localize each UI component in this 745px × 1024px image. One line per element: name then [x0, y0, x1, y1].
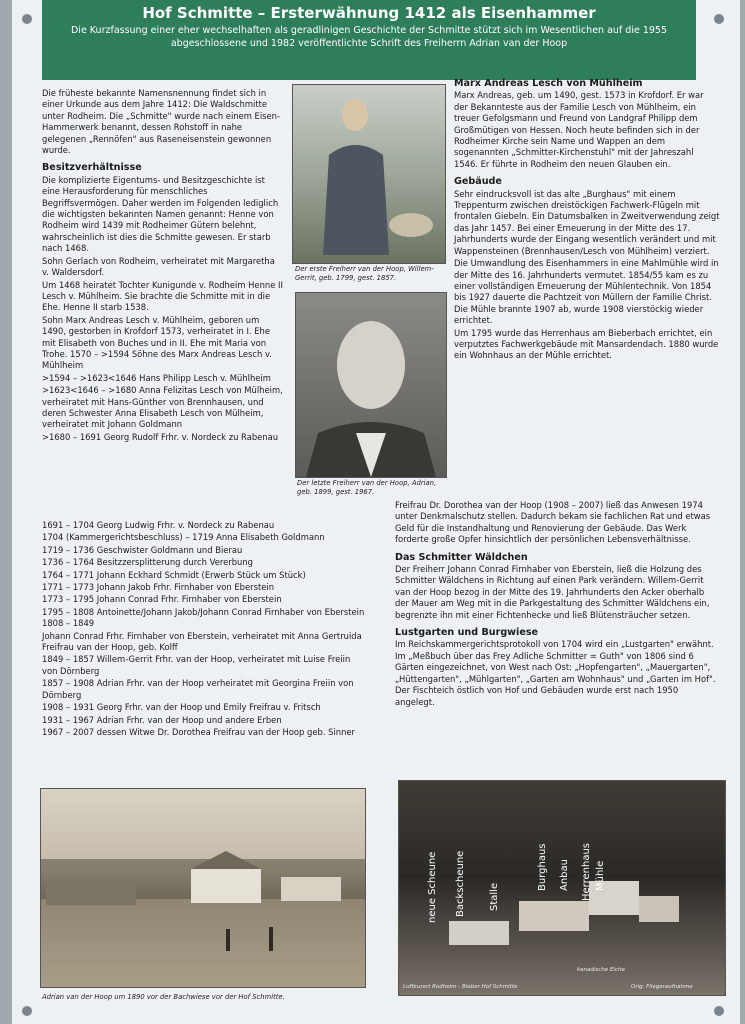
portrait1-caption: Der erste Freiherr van der Hoop, Willem-Gerrit, geb. 1799, gest. 1857. [295, 265, 434, 282]
marx-text: Marx Andreas, geb. um 1490, gest. 1573 in Krofdorf. Er war der Bekannteste aus der Familie Lesch von Mühlheim, ein treuer Gefolgsmann und Freund von Landgraf Philipp dem Großmütigen von Hessen. Noch heute befinden sich in der Rodheimer Kirche sein Name und Wappen an dem sogenannten „Schmitter-Kirchenstuhl" mit der Jahreszahl 1546. Er führte in Rodheim den neuen Glauben ein. [454, 90, 704, 169]
timeline-entry: 1704 (Kammergerichtsbeschluss) – 1719 Anna Elisabeth Goldmann [42, 532, 325, 543]
timeline-entry: 1736 – 1764 Besitzzersplitterung durch Vererbung [42, 557, 253, 568]
bottom-photo-caption: Adrian van der Hoop um 1890 vor der Bachwiese vor der Hof Schmitte. [42, 993, 285, 1001]
besitz-paragraph: >1680 – 1691 Georg Rudolf Frhr. v. Nordeck zu Rabenau [42, 431, 279, 442]
gebaeude-paragraph: Sehr eindrucksvoll ist das alte „Burghaus" mit einem Treppenturm zwischen dreistöckigen Fachwerk-Flügeln mit frontalen Giebeln. Ein Datumsbalken in Zweitverwendung zeigt das Jahr 1457. Bei einer Erneuerung in der Mitte des 17. Jahrhunderts wurde der Eingang wesentlich verändert und mit Wappensteinen (Brennhausen/Lesch von Mühlheim) verziert. [454, 188, 720, 256]
besitz-paragraph: Sohn Gerlach von Rodheim, verheiratet mit Margaretha v. Waldersdorf. [42, 255, 275, 278]
waeldchen-heading: Das Schmitter Wäldchen [395, 551, 528, 563]
timeline-entry: 1764 – 1771 Johann Eckhard Schmidt (Erwerb Stück um Stück) [42, 569, 306, 580]
aerial-label: neue Scheune [427, 851, 438, 923]
timeline-entry: 1719 – 1736 Geschwister Goldmann und Bierau [42, 544, 243, 555]
timeline-entry: 1849 – 1857 Willem-Gerrit Frhr. van der Hoop, verheiratet mit Luise Freiin von Dörnberg [42, 654, 351, 676]
farm-buildings-icon [41, 789, 365, 987]
besitz-heading: Besitzverhältnisse [42, 162, 142, 174]
gebaeude-paragraph: Die Umwandlung des Eisenhammers in eine Mahlmühle wird in der Mitte des 16. Jahrhunderts vermutet. 1854/55 kam es zu einer vollständigen Erneuerung der Mühlentechnik. Von 1854 bis 1927 dauerte die Pachtzeit von Müllern der Familie Christ. Die Mühle brannte 1907 ab, wurde 1908 vierstöckig wieder errichtet. [454, 258, 719, 326]
aerial-caption-tree: kanadische Eiche [577, 967, 625, 973]
besitz-paragraph: >1623<1646 – >1680 Anna Felizitas Lesch von Mülheim, verheiratet mit Hans-Günther von Brennhausen, und deren Schwester Anna Elisabeth Lesch von Mülheim, verheiratet mit Johann Goldmann [42, 385, 283, 430]
screw-bolt [714, 14, 724, 24]
title-banner [42, 0, 696, 80]
timeline-entry: 1795 – 1808 Antoinette/Johann Jakob/Johann Conrad Firnhaber von Eberstein 1808 – 1849 [42, 606, 365, 629]
page-subtitle: Die Kurzfassung einer eher wechselhaften als geradlinigen Geschichte der Schmitte stützt sich im Wesentlichen auf die 1955 abgeschlossene und 1982 veröffentlichte Schrift des Freiherrn Adrian van der Hoop [70, 25, 668, 49]
portrait-figure-icon [293, 85, 445, 263]
right-column-bottom [395, 500, 720, 709]
right-column-top [454, 78, 720, 363]
aerial-label: Burghaus [537, 843, 548, 891]
timeline-entry: 1908 – 1931 Georg Frhr. van der Hoop und Emily Freifrau v. Fritsch [42, 702, 321, 713]
gebaeude-paragraph: Freifrau Dr. Dorothea van der Hoop (1908 – 2007) ließ das Anwesen 1974 unter Denkmalschutz stellen. Dadurch bekam sie fachlichen Rat und etwas Geld für die Instandhaltung und Renovierung der Gebäude. Das Werk forderte große Opfer hinsichtlich der persönlichen Lebensverhältnisse. [395, 500, 711, 545]
waeldchen-text: Der Freiherr Johann Conrad Firnhaber von Eberstein, ließ die Holzung des Schmitter Wäldchens in Richtung auf einen Park verändern. Willem-Gerrit van der Hoop bezog in der Mitte des 19. Jahrhunderts den Acker oberhalb der Mauer am Weg mit in die Parkgestaltung des Schmitter Wäldchens ein, begrenzte ihn mit einer Fichtenhecke und ließ Blütensträucher setzen. [395, 564, 710, 620]
besitz-paragraph: >1594 – >1623<1646 Hans Philipp Lesch v. Mühlheim [42, 372, 271, 383]
portrait-figure-icon [296, 293, 446, 477]
page-title: Hof Schmitte – Ersterwähnung 1412 als Eisenhammer [142, 4, 596, 22]
besitz-paragraph: Die komplizierte Eigentums- und Besitzgeschichte ist eine Herausforderung für menschliches Begriffsvermögen. Daher werden im Folgenden lediglich die wichtigsten bekannten Namen genannt: Henne von Rodheim wird 1439 mit Rodheimer Gütern belehnt, wahrscheinlich ist dies die Schmitte gewesen. Er starb nach 1468. [42, 174, 279, 254]
timeline-entry: 1771 – 1773 Johann Jakob Frhr. Firnhaber von Eberstein [42, 582, 275, 593]
aerial-label: Anbau [559, 859, 570, 891]
aerial-photo-hof [398, 780, 726, 996]
left-column-top [42, 88, 284, 444]
timeline-entry: 1691 – 1704 Georg Ludwig Frhr. v. Nordeck zu Rabenau [42, 520, 275, 530]
gebaeude-paragraph: Um 1795 wurde das Herrenhaus am Bieberbach errichtet, ein verputztes Fachwerkgebäude mit Mansardendach. 1880 wurde ein Wohnhaus an der Mühle errichtet. [454, 327, 719, 361]
lustgarten-heading: Lustgarten und Burgwiese [395, 627, 539, 639]
marx-heading: Marx Andreas Lesch von Mühlheim [454, 78, 643, 89]
portrait-adrian [295, 292, 447, 478]
timeline-entry: Johann Conrad Frhr. Firnhaber von Eberstein, verheiratet mit Anna Gertruida Freifrau van der Hoop, geb. Kolff [42, 630, 362, 653]
timeline-list [42, 520, 368, 739]
timeline-entry: 1773 – 1795 Johann Conrad Frhr. Firnhaber von Eberstein [42, 594, 282, 605]
aerial-label: Mühle [595, 860, 606, 891]
timeline-entry: 1967 – 2007 dessen Witwe Dr. Dorothea Freifrau van der Hoop geb. Sinner [42, 726, 355, 737]
aerial-label: Backscheune [455, 850, 466, 917]
timeline-entry: 1931 – 1967 Adrian Frhr. van der Hoop und andere Erben [42, 714, 282, 725]
screw-bolt [22, 1006, 32, 1016]
aerial-label: Stalle [489, 882, 500, 911]
historic-photo-hof [40, 788, 366, 988]
gebaeude-heading: Gebäude [454, 176, 502, 188]
besitz-paragraph: Sohn Marx Andreas Lesch v. Mühlheim, geboren um 1490, gestorben in Krofdorf 1573, verheiratet in I. Ehe mit Elisabeth von Buches und in II. Ehe mit Maria von Trohe. 1570 – >1594 Söhne des Marx Andreas Lesch v. Mühlheim [42, 314, 272, 371]
aerial-caption-right: Orig. Fliegeraufnahme [631, 984, 693, 990]
timeline-entry: 1857 – 1908 Adrian Frhr. van der Hoop verheiratet mit Georgina Freiin von Dörnberg [42, 678, 354, 700]
besitz-paragraph: Um 1468 heiratet Tochter Kunigunde v. Rodheim Henne II Lesch v. Mühlheim. Sie brachte die Schmitte mit in die Ehe. Henne II starb 1538. [42, 279, 283, 313]
intro-text: Die früheste bekannte Namensnennung findet sich in einer Urkunde aus dem Jahre 1412: Die Waldschmitte unter Rodheim. Die „Schmitte" wurde nach einem Eisen-Hammerwerk benannt, dessen Rohstoff in nahe gelegenen „Rennöfen" aus Raseneisenstein gewonnen wurde. [42, 88, 281, 156]
aerial-label: Herrenhaus [581, 842, 592, 901]
portrait2-caption: Der letzte Freiherr van der Hoop, Adrian, geb. 1899, gest. 1967. [297, 479, 437, 496]
aerial-caption-left: Luftkurort Rodheim - Bieber Hof Schmitte [403, 984, 518, 990]
screw-bolt [22, 14, 32, 24]
lustgarten-text: Im Reichskammergerichtsprotokoll von 1704 wird ein „Lustgarten" erwähnt. Im „Meßbuch über das Frey Adliche Schmitter = Guth" von 1806 sind 6 Gärten eingezeichnet, von West nach Ost: „Hopfengarten", „Mauergarten", „Hüttengarten", „Mühlgarten", „Garten am Wohnhaus" und „Garten im Hof". Der Fischteich östlich von Hof und Gebäuden wurde erst nach 1950 angelegt. [395, 639, 716, 707]
portrait-willem-gerrit [292, 84, 446, 264]
screw-bolt [714, 1006, 724, 1016]
